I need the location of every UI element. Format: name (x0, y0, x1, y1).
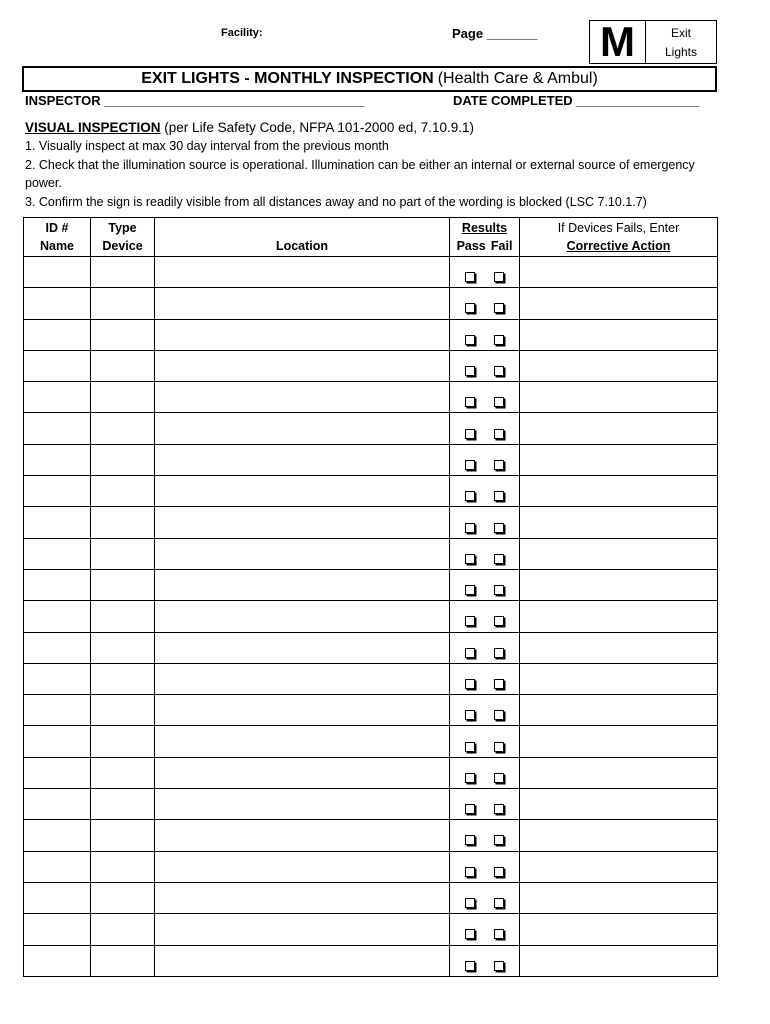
col-type-line2: Device (102, 239, 143, 253)
location-cell[interactable] (155, 569, 450, 600)
corrective-action-cell[interactable] (520, 695, 718, 726)
type-cell[interactable] (91, 444, 155, 475)
pass-checkbox[interactable] (465, 366, 475, 376)
results-cell (450, 382, 520, 413)
date-completed-field[interactable]: DATE COMPLETED _________________ (453, 93, 700, 108)
fail-checkbox[interactable] (494, 272, 504, 282)
corrective-action-cell[interactable] (520, 882, 718, 913)
form-code-label (646, 21, 716, 63)
location-cell[interactable] (155, 851, 450, 882)
id-cell[interactable] (24, 257, 91, 288)
visual-inspection-reference: (per Life Safety Code, NFPA 101-2000 ed, 7.10.9.1) (164, 120, 474, 135)
fail-checkbox[interactable] (494, 523, 504, 533)
corrective-action-cell[interactable] (520, 820, 718, 851)
id-cell[interactable] (24, 726, 91, 757)
table-row (24, 632, 718, 663)
table-row (24, 538, 718, 569)
fail-checkbox[interactable] (494, 397, 504, 407)
pass-checkbox[interactable] (465, 773, 475, 783)
results-cell (450, 632, 520, 663)
fail-checkbox[interactable] (494, 804, 504, 814)
corrective-action-cell[interactable] (520, 257, 718, 288)
col-location-label: Location (275, 239, 329, 253)
type-cell[interactable] (91, 319, 155, 350)
location-cell[interactable] (155, 789, 450, 820)
results-cell (450, 914, 520, 945)
col-id-header (24, 218, 91, 257)
visual-inspection-title: VISUAL INSPECTION (25, 120, 161, 135)
table-row (24, 413, 718, 444)
pass-checkbox[interactable] (465, 429, 475, 439)
corrective-action-cell[interactable] (520, 601, 718, 632)
location-cell[interactable] (155, 632, 450, 663)
type-cell[interactable] (91, 726, 155, 757)
location-cell[interactable] (155, 413, 450, 444)
pass-checkbox[interactable] (465, 804, 475, 814)
table-row (24, 914, 718, 945)
type-cell[interactable] (91, 413, 155, 444)
type-cell[interactable] (91, 382, 155, 413)
id-cell[interactable] (24, 851, 91, 882)
location-cell[interactable] (155, 350, 450, 381)
table-row (24, 476, 718, 507)
table-row (24, 757, 718, 788)
corrective-action-cell[interactable] (520, 476, 718, 507)
corrective-action-cell[interactable] (520, 319, 718, 350)
location-cell[interactable] (155, 820, 450, 851)
results-cell (450, 601, 520, 632)
form-title-main: EXIT LIGHTS - MONTHLY INSPECTION (141, 70, 434, 87)
corrective-action-cell[interactable] (520, 507, 718, 538)
corrective-action-cell[interactable] (520, 851, 718, 882)
results-cell (450, 663, 520, 694)
form-code-label-line2: Lights (664, 44, 698, 59)
corrective-action-cell[interactable] (520, 382, 718, 413)
id-cell[interactable] (24, 476, 91, 507)
form-code-letter: M (590, 21, 646, 63)
table-row (24, 726, 718, 757)
table-row (24, 444, 718, 475)
pass-checkbox[interactable] (465, 648, 475, 658)
table-header-row (24, 218, 718, 257)
id-cell[interactable] (24, 945, 91, 976)
location-cell[interactable] (155, 288, 450, 319)
results-cell (450, 882, 520, 913)
type-cell[interactable] (91, 914, 155, 945)
location-cell[interactable] (155, 257, 450, 288)
fail-checkbox[interactable] (494, 898, 504, 908)
fail-checkbox[interactable] (494, 867, 504, 877)
fail-checkbox[interactable] (494, 835, 504, 845)
table-row (24, 601, 718, 632)
type-cell[interactable] (91, 476, 155, 507)
fail-checkbox[interactable] (494, 303, 504, 313)
fail-checkbox[interactable] (494, 773, 504, 783)
location-cell[interactable] (155, 882, 450, 913)
fail-checkbox[interactable] (494, 335, 504, 345)
inspection-log-table (23, 217, 718, 977)
fail-checkbox[interactable] (494, 710, 504, 720)
type-cell[interactable] (91, 632, 155, 663)
location-cell[interactable] (155, 757, 450, 788)
table-row (24, 789, 718, 820)
location-cell[interactable] (155, 914, 450, 945)
location-cell[interactable] (155, 663, 450, 694)
type-cell[interactable] (91, 663, 155, 694)
facility-label: Facility: (221, 27, 263, 39)
table-row (24, 663, 718, 694)
location-cell[interactable] (155, 507, 450, 538)
pass-checkbox[interactable] (465, 835, 475, 845)
results-cell (450, 820, 520, 851)
instruction-step-2: 2. Check that the illumination source is operational. Illumination can be either an internal or external source of emergency power. (25, 158, 695, 190)
table-row (24, 257, 718, 288)
results-cell (450, 257, 520, 288)
results-cell (450, 288, 520, 319)
col-pass-label: Pass (456, 239, 486, 253)
id-cell[interactable] (24, 350, 91, 381)
pass-checkbox[interactable] (465, 898, 475, 908)
type-cell[interactable] (91, 789, 155, 820)
page-number-field[interactable]: Page _______ (452, 26, 538, 41)
results-cell (450, 538, 520, 569)
corrective-action-cell[interactable] (520, 914, 718, 945)
inspection-log-body (24, 257, 718, 977)
table-row (24, 319, 718, 350)
col-action-line2: Corrective Action (566, 239, 671, 253)
pass-checkbox[interactable] (465, 460, 475, 470)
instruction-step-1: 1. Visually inspect at max 30 day interval from the previous month (25, 139, 389, 153)
type-cell[interactable] (91, 507, 155, 538)
table-row (24, 695, 718, 726)
id-cell[interactable] (24, 319, 91, 350)
id-cell[interactable] (24, 695, 91, 726)
id-cell[interactable] (24, 663, 91, 694)
form-code-badge (589, 20, 717, 64)
form-title (22, 66, 717, 92)
type-cell[interactable] (91, 288, 155, 319)
type-cell[interactable] (91, 851, 155, 882)
pass-checkbox[interactable] (465, 272, 475, 282)
col-fail-label: Fail (490, 239, 513, 253)
inspector-field[interactable]: INSPECTOR ____________________________________ (25, 93, 365, 108)
fail-checkbox[interactable] (494, 491, 504, 501)
results-cell (450, 569, 520, 600)
type-cell[interactable] (91, 695, 155, 726)
location-cell[interactable] (155, 726, 450, 757)
instruction-step-3: 3. Confirm the sign is readily visible from all distances away and no part of the wording is blocked (LSC 7.10.1.7) (25, 195, 647, 209)
type-cell[interactable] (91, 257, 155, 288)
col-id-line1: ID # (45, 221, 69, 235)
fail-checkbox[interactable] (494, 616, 504, 626)
corrective-action-cell[interactable] (520, 757, 718, 788)
table-row (24, 288, 718, 319)
table-row (24, 851, 718, 882)
results-cell (450, 726, 520, 757)
results-cell (450, 507, 520, 538)
corrective-action-cell[interactable] (520, 288, 718, 319)
pass-checkbox[interactable] (465, 397, 475, 407)
id-cell[interactable] (24, 632, 91, 663)
pass-checkbox[interactable] (465, 523, 475, 533)
table-row (24, 945, 718, 976)
results-cell (450, 851, 520, 882)
table-row (24, 507, 718, 538)
pass-checkbox[interactable] (465, 867, 475, 877)
pass-checkbox[interactable] (465, 710, 475, 720)
corrective-action-cell[interactable] (520, 444, 718, 475)
fail-checkbox[interactable] (494, 742, 504, 752)
location-cell[interactable] (155, 695, 450, 726)
pass-checkbox[interactable] (465, 491, 475, 501)
pass-checkbox[interactable] (465, 585, 475, 595)
pass-checkbox[interactable] (465, 742, 475, 752)
col-type-header (91, 218, 155, 257)
form-code-label-line1: Exit (670, 25, 691, 40)
corrective-action-cell[interactable] (520, 538, 718, 569)
fail-checkbox[interactable] (494, 929, 504, 939)
id-cell[interactable] (24, 444, 91, 475)
fail-checkbox[interactable] (494, 429, 504, 439)
table-row (24, 569, 718, 600)
col-action-header (520, 218, 718, 257)
fail-checkbox[interactable] (494, 585, 504, 595)
form-title-scope: (Health Care & Ambul) (437, 70, 598, 87)
pass-checkbox[interactable] (465, 679, 475, 689)
type-cell[interactable] (91, 569, 155, 600)
id-cell[interactable] (24, 789, 91, 820)
results-cell (450, 350, 520, 381)
col-type-line1: Type (108, 221, 137, 235)
corrective-action-cell[interactable] (520, 350, 718, 381)
id-cell[interactable] (24, 382, 91, 413)
corrective-action-cell[interactable] (520, 789, 718, 820)
pass-checkbox[interactable] (465, 303, 475, 313)
results-cell (450, 695, 520, 726)
col-results-label: Results (461, 221, 508, 235)
id-cell[interactable] (24, 538, 91, 569)
corrective-action-cell[interactable] (520, 726, 718, 757)
table-row (24, 382, 718, 413)
id-cell[interactable] (24, 507, 91, 538)
location-cell[interactable] (155, 444, 450, 475)
type-cell[interactable] (91, 757, 155, 788)
corrective-action-cell[interactable] (520, 945, 718, 976)
col-results-header (450, 218, 520, 257)
pass-checkbox[interactable] (465, 961, 475, 971)
type-cell[interactable] (91, 538, 155, 569)
fail-checkbox[interactable] (494, 961, 504, 971)
fail-checkbox[interactable] (494, 366, 504, 376)
location-cell[interactable] (155, 319, 450, 350)
corrective-action-cell[interactable] (520, 569, 718, 600)
results-cell (450, 789, 520, 820)
pass-checkbox[interactable] (465, 335, 475, 345)
type-cell[interactable] (91, 350, 155, 381)
id-cell[interactable] (24, 914, 91, 945)
results-cell (450, 413, 520, 444)
results-cell (450, 757, 520, 788)
type-cell[interactable] (91, 945, 155, 976)
results-cell (450, 476, 520, 507)
col-location-header (155, 218, 450, 257)
table-row (24, 882, 718, 913)
col-action-line1: If Devices Fails, Enter (557, 221, 680, 235)
table-row (24, 820, 718, 851)
fail-checkbox[interactable] (494, 648, 504, 658)
location-cell[interactable] (155, 476, 450, 507)
location-cell[interactable] (155, 382, 450, 413)
type-cell[interactable] (91, 882, 155, 913)
type-cell[interactable] (91, 601, 155, 632)
table-row (24, 350, 718, 381)
id-cell[interactable] (24, 413, 91, 444)
location-cell[interactable] (155, 945, 450, 976)
location-cell[interactable] (155, 601, 450, 632)
results-cell (450, 444, 520, 475)
col-id-line2: Name (39, 239, 75, 253)
id-cell[interactable] (24, 569, 91, 600)
fail-checkbox[interactable] (494, 679, 504, 689)
id-cell[interactable] (24, 757, 91, 788)
results-cell (450, 319, 520, 350)
id-cell[interactable] (24, 882, 91, 913)
fail-checkbox[interactable] (494, 554, 504, 564)
id-cell[interactable] (24, 820, 91, 851)
results-cell (450, 945, 520, 976)
pass-checkbox[interactable] (465, 554, 475, 564)
location-cell[interactable] (155, 538, 450, 569)
type-cell[interactable] (91, 820, 155, 851)
fail-checkbox[interactable] (494, 460, 504, 470)
id-cell[interactable] (24, 601, 91, 632)
corrective-action-cell[interactable] (520, 413, 718, 444)
id-cell[interactable] (24, 288, 91, 319)
corrective-action-cell[interactable] (520, 663, 718, 694)
pass-checkbox[interactable] (465, 929, 475, 939)
corrective-action-cell[interactable] (520, 632, 718, 663)
visual-inspection-heading (25, 120, 474, 135)
pass-checkbox[interactable] (465, 616, 475, 626)
